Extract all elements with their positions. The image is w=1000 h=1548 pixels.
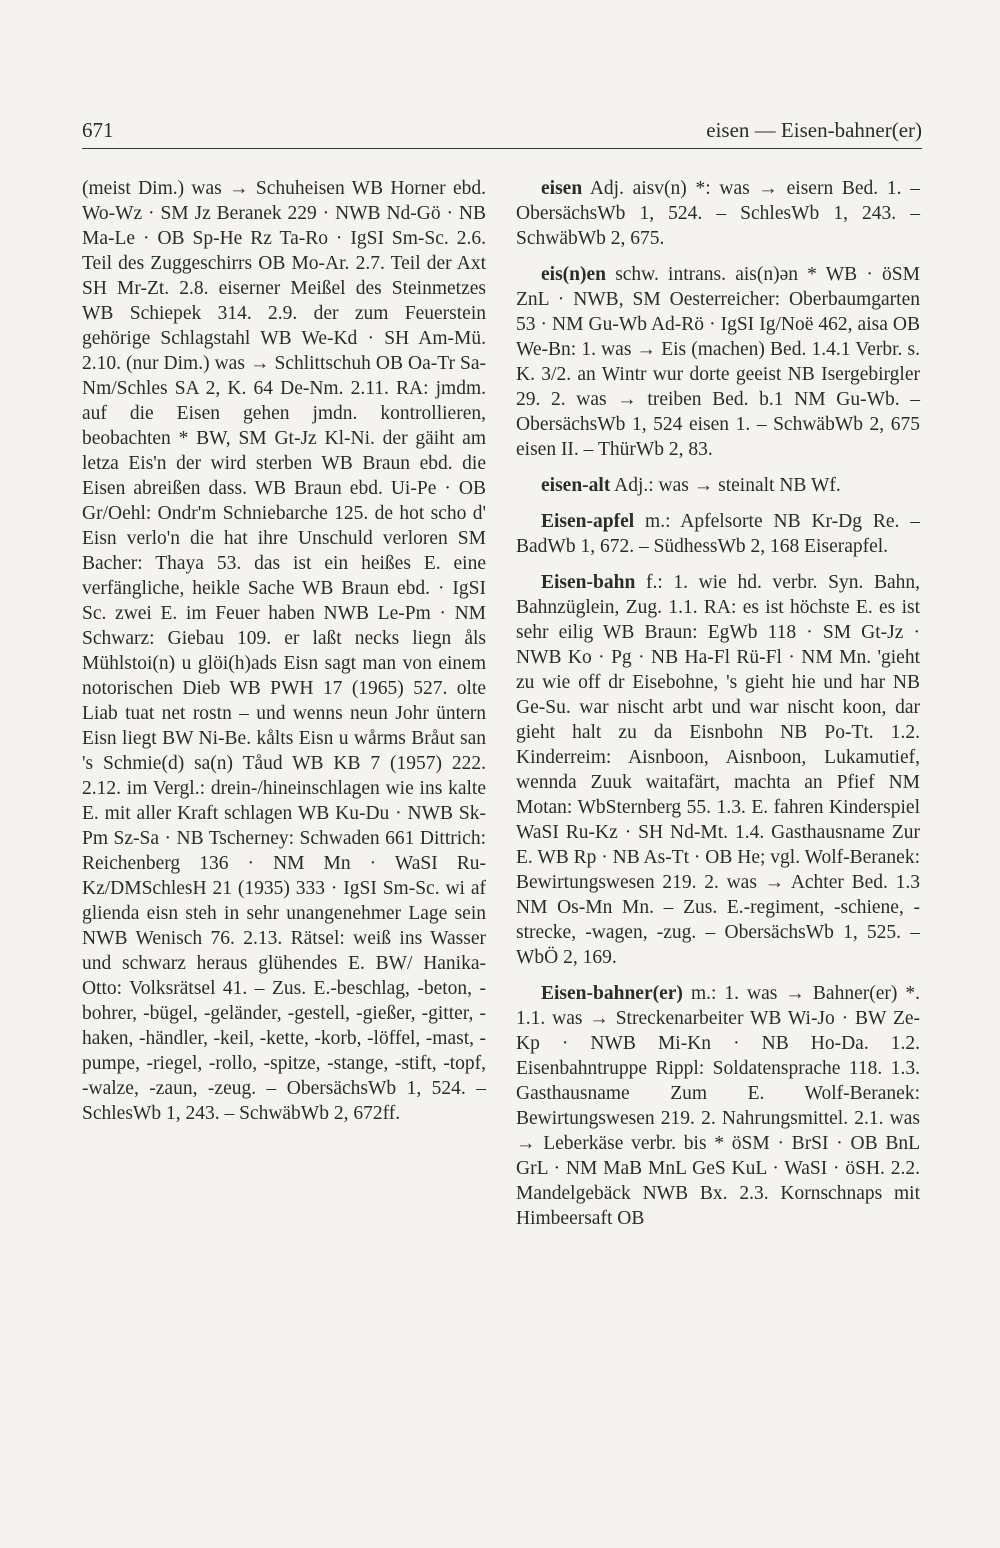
entry-text: m.: 1. was → Bahner(er) *. 1.1. was → Streckenarbeiter WB Wi-Jo · BW Ze-Kp · NWB Mi-Kn · NB Ho-Da. 1.2. Eisenbahntruppe Rippl: Soldatensprache 118. 1.3. Gasthausname Zum E. Wolf-Beranek: Bewirtungswesen 219. 2. Nahrungsmittel. 2.1. was → Leberkäse verbr. bis * öSM · BrSI · OB BnL GrL · NM MaB MnL GeS KuL · WaSI · öSH. 2.2. Mandelgebäck NWB Bx. 2.3. Kornschnaps mit Himbeersaft OB bbox=[516, 983, 921, 1229]
entry-lemma: Eisen-bahn bbox=[541, 572, 636, 593]
dictionary-entry bbox=[516, 176, 920, 251]
page-number: 671 bbox=[82, 118, 114, 142]
page-header bbox=[82, 114, 922, 149]
entry-lemma: eisen-alt bbox=[541, 475, 611, 496]
dictionary-entry bbox=[516, 262, 920, 462]
entry-lemma: eisen bbox=[541, 178, 583, 199]
running-head: eisen — Eisen-bahner(er) bbox=[706, 118, 922, 142]
entry-text: f.: 1. wie hd. verbr. Syn. Bahn, Bahnzüglein, Zug. 1.1. RA: es ist höchste E. es ist sehr eilig WB Braun: EgWb 118 · SM Gt-Jz · NWB Ko · Pg · NB Ha-Fl Rü-Fl · NM Mn. 'gieht zu wie off dr Eisebohne, 's gieht hie und har NB Ge-Su. war nischt arbt und war nischt koon, dar gieht halt zu da Eisnbohn NB Po-Tt. 1.2. Kinderreim: Aisnboon, Aisnboon, Lukamutief, wennda Zuuk waitafärt, machta an Pfief NM Motan: WbSternberg 55. 1.3. E. fahren Kinderspiel WaSI Ru-Kz · SH Nd-Mt. 1.4. Gasthausname Zur E. WB Rp · NB As-Tt · OB He; vgl. Wolf-Beranek: Bewirtungswesen 219. 2. was → Achter Bed. 1.3 NM Os-Mn Mn. – Zus. E.-regiment, -schiene, -strecke, -wagen, -zug. – ObersächsWb 1, 525. – WbÖ 2, 169. bbox=[516, 572, 921, 968]
left-column-text: (meist Dim.) was → Schuheisen WB Horner ebd. Wo-Wz · SM Jz Beranek 229 · NWB Nd-Gö · NB Ma-Le · OB Sp-He Rz Ta-Ro · IgSI Sm-Sc. 2.6. Teil des Zuggeschirrs OB Mo-Ar. 2.7. Teil der Axt SH Mr-Zt. 2.8. eiserner Meißel des Steinmetzes WB Schiepek 314. 2.9. der zum Feuerstein gehörige Schlagstahl WB We-Kd · SH Am-Mü. 2.10. (nur Dim.) was → Schlittschuh OB Oa-Tr Sa-Nm/Schles SA 2, K. 64 De-Nm. 2.11. RA: jmdm. auf die Eisen gehen jmdn. kontrollieren, beobachten * BW, SM Gt-Jz Kl-Ni. der gäiht am letza Eis'n der wird sterben WB Braun ebd. die Eisen abreißen dass. WB Braun ebd. Ui-Pe · OB Gr/Oehl: Ondr'm Schniebarche 125. de hot scho d' Eisn verlo'n die hat ihre Unschuld verloren SM Bacher: Thaya 53. das ist ein heißes E. eine verfängliche, heikle Sache WB Braun ebd. · IgSI Sc. zwei E. im Feuer haben NWB Le-Pm · NM Schwarz: Giebau 109. er laßt necks liegn åls Mühlstoi(n) u glöi(h)ads Eisn sagt man von einem notorischen Dieb WB PWH 17 (1965) 527. olte Liab tuat net rostn – und wenns neun Johr üntern Eisn liegt BW Ni-Be. kålts Eisn u wårms Bråut san 's Schmie(d) sa(n) Tåud WB KB 7 (1957) 222. 2.12. im Vergl.: drein-/hineinschlagen wie ins kalte E. mit aller Kraft schlagen WB Ku-Du · NWB Sk-Pm Sz-Sa · NB Tscherney: Schwaden 661 Dittrich: Reichenberg 136 · NM Mn · WaSI Ru-Kz/DMSchlesH 21 (1935) 333 · IgSI Sm-Sc. wi af glienda eisn steh in sehr unangenehmer Lage sein NWB Wenisch 76. 2.13. Rätsel: weiß ins Wasser und schwarz heraus glühendes E. BW/ Hanika-Otto: Volksrätsel 41. – Zus. E.-beschlag, -beton, -bohrer, -bügel, -geländer, -gestell, -gießer, -gitter, -haken, -händler, -keil, -kette, -korb, -löffel, -mast, -pumpe, -riegel, -rollo, -spitze, -stange, -stift, -topf, -walze, -zaun, -zeug. – ObersächsWb 1, 524. – SchlesWb 1, 243. – SchwäbWb 2, 672ff. bbox=[82, 178, 486, 1124]
entry-lemma: eis(n)en bbox=[541, 264, 606, 285]
entry-text: Adj.: was → steinalt NB Wf. bbox=[614, 475, 841, 496]
entry-text: m.: Apfelsorte NB Kr-Dg Re. – BadWb 1, 672. – SüdhessWb 2, 168 Eiserapfel. bbox=[516, 511, 920, 557]
entry-text: schw. intrans. ais(n)ən * WB · öSM ZnL · NWB, SM Oesterreicher: Oberbaumgarten 53 · NM Gu-Wb Ad-Rö · IgSI Ig/Noë 462, aisa OB We-Bn: 1. was → Eis (machen) Bed. 1.4.1 Verbr. s. K. 3/2. an Wintr wur dorte geeist NB Isergebirgler 29. 2. was → treiben Bed. b.1 NM Gu-Wb. – ObersächsWb 1, 524 eisen 1. – SchwäbWb 2, 675 eisen II. – ThürWb 2, 83. bbox=[516, 264, 920, 460]
entry-lemma: Eisen-bahner(er) bbox=[541, 983, 683, 1004]
right-column bbox=[516, 176, 920, 1242]
dictionary-entry bbox=[516, 473, 920, 498]
entry-text: Adj. aisv(n) *: was → eisern Bed. 1. – ObersächsWb 1, 524. – SchlesWb 1, 243. – SchwäbWb 2, 675. bbox=[516, 178, 920, 249]
dictionary-entry bbox=[516, 509, 920, 559]
entry-lemma: Eisen-apfel bbox=[541, 511, 635, 532]
left-column bbox=[82, 176, 486, 1126]
dictionary-entry bbox=[516, 981, 920, 1231]
dictionary-entry bbox=[516, 570, 920, 970]
